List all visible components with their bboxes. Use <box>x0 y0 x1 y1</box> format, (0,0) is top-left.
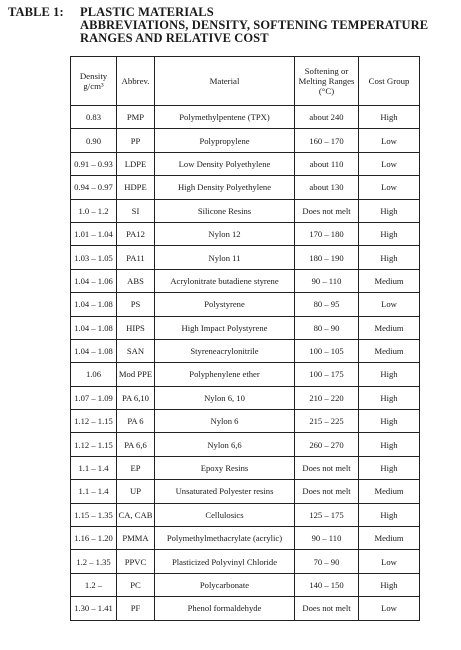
cell-material: Styreneacrylonitrile <box>155 339 295 362</box>
table-row <box>71 597 420 620</box>
cell-abbrev: PMP <box>117 106 155 129</box>
cell-material: Plasticized Polyvinyl Chloride <box>155 550 295 573</box>
table-row <box>71 410 420 433</box>
cell-abbrev: PP <box>117 129 155 152</box>
cell-abbrev: PMMA <box>117 527 155 550</box>
cell-softening: 100 – 175 <box>295 363 359 386</box>
table-body <box>71 106 420 621</box>
cell-softening: 80 – 95 <box>295 293 359 316</box>
cell-density: 0.91 – 0.93 <box>71 152 117 175</box>
header-density <box>71 57 117 106</box>
table-row <box>71 527 420 550</box>
cell-cost: Medium <box>359 339 420 362</box>
table-row <box>71 573 420 596</box>
caption-line-1: PLASTIC MATERIALS <box>80 5 214 19</box>
cell-material: Acrylonitrate butadiene styrene <box>155 269 295 292</box>
cell-density: 1.1 – 1.4 <box>71 480 117 503</box>
cell-softening: about 240 <box>295 106 359 129</box>
cell-cost: High <box>359 363 420 386</box>
cell-cost: Medium <box>359 269 420 292</box>
cell-density: 1.16 – 1.20 <box>71 527 117 550</box>
caption-line-3: RANGES AND RELATIVE COST <box>80 31 269 45</box>
cell-abbrev: SAN <box>117 339 155 362</box>
cell-softening: 215 – 225 <box>295 410 359 433</box>
cell-material: Nylon 6,6 <box>155 433 295 456</box>
cell-abbrev: Mod PPE <box>117 363 155 386</box>
cell-cost: Low <box>359 129 420 152</box>
table-row <box>71 550 420 573</box>
table-row <box>71 480 420 503</box>
cell-abbrev: CA, CAB <box>117 503 155 526</box>
cell-abbrev: PC <box>117 573 155 596</box>
table-row <box>71 176 420 199</box>
plastic-materials-table <box>70 56 420 621</box>
cell-cost: High <box>359 503 420 526</box>
header-abbrev: Abbrev. <box>117 57 155 106</box>
cell-cost: Medium <box>359 527 420 550</box>
cell-density: 1.0 – 1.2 <box>71 199 117 222</box>
header-density-label: Density <box>79 71 108 81</box>
header-softening: Softening or Melting Ranges (°C) <box>295 57 359 106</box>
cell-abbrev: PS <box>117 293 155 316</box>
table-row <box>71 152 420 175</box>
cell-softening: 210 – 220 <box>295 386 359 409</box>
cell-material: Polymethylpentene (TPX) <box>155 106 295 129</box>
caption-label: TABLE 1: <box>8 5 64 19</box>
cell-abbrev: ABS <box>117 269 155 292</box>
cell-softening: 90 – 110 <box>295 527 359 550</box>
cell-softening: about 130 <box>295 176 359 199</box>
cell-abbrev: PF <box>117 597 155 620</box>
cell-cost: Low <box>359 550 420 573</box>
cell-cost: Medium <box>359 316 420 339</box>
cell-material: Nylon 6, 10 <box>155 386 295 409</box>
header-material: Material <box>155 57 295 106</box>
cell-density: 1.2 – 1.35 <box>71 550 117 573</box>
cell-softening: Does not melt <box>295 597 359 620</box>
cell-material: Unsaturated Polyester resins <box>155 480 295 503</box>
cell-material: Low Density Polyethylene <box>155 152 295 175</box>
cell-cost: High <box>359 386 420 409</box>
cell-softening: 80 – 90 <box>295 316 359 339</box>
cell-cost: High <box>359 222 420 245</box>
cell-softening: 180 – 190 <box>295 246 359 269</box>
table-row <box>71 199 420 222</box>
cell-softening: 140 – 150 <box>295 573 359 596</box>
cell-material: Polystyrene <box>155 293 295 316</box>
cell-material: Cellulosics <box>155 503 295 526</box>
table-header-row <box>71 57 420 106</box>
header-density-unit: g/cm³ <box>83 81 104 91</box>
table-caption <box>8 6 458 45</box>
cell-material: Nylon 6 <box>155 410 295 433</box>
cell-softening: about 110 <box>295 152 359 175</box>
cell-material: Polycarbonate <box>155 573 295 596</box>
table-row <box>71 316 420 339</box>
cell-softening: Does not melt <box>295 199 359 222</box>
cell-density: 1.04 – 1.08 <box>71 293 117 316</box>
table-row <box>71 363 420 386</box>
table-row <box>71 269 420 292</box>
cell-softening: 260 – 270 <box>295 433 359 456</box>
cell-cost: Low <box>359 597 420 620</box>
cell-abbrev: PPVC <box>117 550 155 573</box>
cell-density: 1.03 – 1.05 <box>71 246 117 269</box>
table-row <box>71 293 420 316</box>
cell-density: 1.30 – 1.41 <box>71 597 117 620</box>
cell-softening: Does not melt <box>295 456 359 479</box>
cell-density: 1.04 – 1.08 <box>71 316 117 339</box>
cell-abbrev: UP <box>117 480 155 503</box>
cell-material: Polyphenylene ether <box>155 363 295 386</box>
cell-abbrev: PA 6 <box>117 410 155 433</box>
cell-softening: 160 – 170 <box>295 129 359 152</box>
table-row <box>71 246 420 269</box>
cell-density: 1.04 – 1.08 <box>71 339 117 362</box>
cell-material: Polymethylmethacrylate (acrylic) <box>155 527 295 550</box>
cell-density: 0.94 – 0.97 <box>71 176 117 199</box>
cell-abbrev: HDPE <box>117 176 155 199</box>
cell-abbrev: PA 6,10 <box>117 386 155 409</box>
table-row <box>71 503 420 526</box>
cell-density: 0.90 <box>71 129 117 152</box>
cell-cost: Low <box>359 152 420 175</box>
cell-density: 1.04 – 1.06 <box>71 269 117 292</box>
cell-cost: High <box>359 199 420 222</box>
table-row <box>71 433 420 456</box>
cell-cost: Low <box>359 176 420 199</box>
cell-material: Phenol formaldehyde <box>155 597 295 620</box>
cell-abbrev: LDPE <box>117 152 155 175</box>
caption-line-2: ABBREVIATIONS, DENSITY, SOFTENING TEMPERATURE <box>80 18 429 32</box>
cell-material: Silicone Resins <box>155 199 295 222</box>
cell-material: Epoxy Resins <box>155 456 295 479</box>
cell-density: 1.06 <box>71 363 117 386</box>
cell-softening: 100 – 105 <box>295 339 359 362</box>
table-row <box>71 222 420 245</box>
cell-cost: High <box>359 433 420 456</box>
cell-cost: High <box>359 573 420 596</box>
cell-abbrev: PA11 <box>117 246 155 269</box>
cell-density: 1.15 – 1.35 <box>71 503 117 526</box>
header-cost: Cost Group <box>359 57 420 106</box>
cell-softening: Does not melt <box>295 480 359 503</box>
cell-density: 1.07 – 1.09 <box>71 386 117 409</box>
cell-material: Nylon 11 <box>155 246 295 269</box>
cell-material: Polypropylene <box>155 129 295 152</box>
cell-cost: Medium <box>359 480 420 503</box>
cell-abbrev: HIPS <box>117 316 155 339</box>
cell-cost: Low <box>359 293 420 316</box>
cell-abbrev: SI <box>117 199 155 222</box>
cell-softening: 170 – 180 <box>295 222 359 245</box>
table-row <box>71 129 420 152</box>
cell-density: 0.83 <box>71 106 117 129</box>
cell-material: High Density Polyethylene <box>155 176 295 199</box>
cell-density: 1.12 – 1.15 <box>71 433 117 456</box>
cell-material: High Impact Polystyrene <box>155 316 295 339</box>
table-row <box>71 386 420 409</box>
cell-material: Nylon 12 <box>155 222 295 245</box>
cell-cost: High <box>359 456 420 479</box>
cell-abbrev: PA12 <box>117 222 155 245</box>
table-row <box>71 456 420 479</box>
cell-cost: High <box>359 106 420 129</box>
table-row <box>71 106 420 129</box>
table-row <box>71 339 420 362</box>
cell-density: 1.12 – 1.15 <box>71 410 117 433</box>
cell-density: 1.01 – 1.04 <box>71 222 117 245</box>
cell-cost: High <box>359 246 420 269</box>
cell-abbrev: EP <box>117 456 155 479</box>
cell-softening: 125 – 175 <box>295 503 359 526</box>
cell-density: 1.1 – 1.4 <box>71 456 117 479</box>
cell-cost: High <box>359 410 420 433</box>
cell-softening: 70 – 90 <box>295 550 359 573</box>
cell-softening: 90 – 110 <box>295 269 359 292</box>
cell-abbrev: PA 6,6 <box>117 433 155 456</box>
cell-density: 1.2 – <box>71 573 117 596</box>
